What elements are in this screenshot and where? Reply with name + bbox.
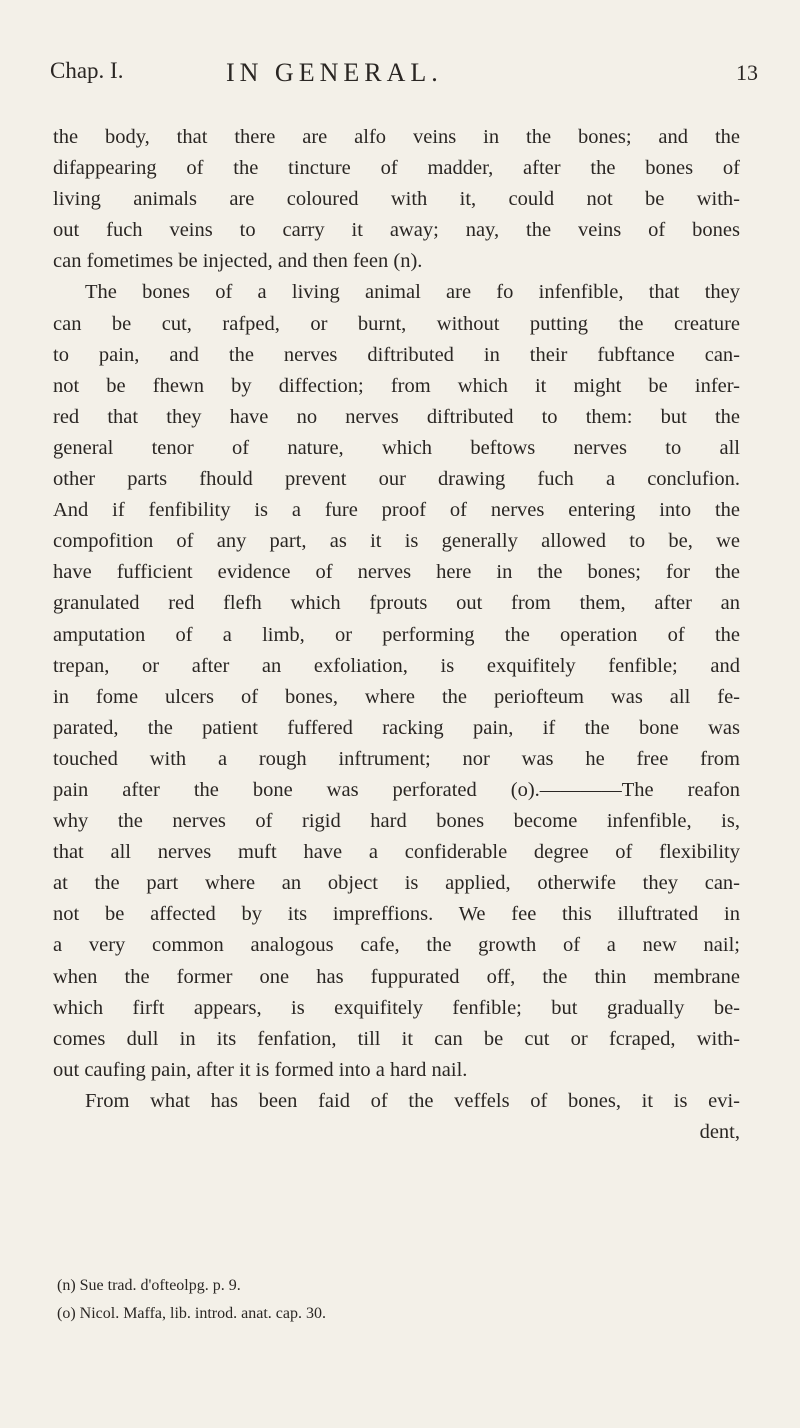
- text-line: in fome ulcers of bones, where the periofteum was all fe-: [53, 685, 740, 708]
- text-line: a very common analogous cafe, the growth of a new nail;: [53, 934, 740, 957]
- running-header: [50, 58, 758, 90]
- text-line: why the nerves of rigid hard bones become infenfible, is,: [53, 810, 740, 833]
- footnote: (n) Sue trad. d'ofteolpg. p. 9.: [57, 1277, 241, 1294]
- text-line: granulated red flefh which fprouts out from them, after an: [53, 592, 740, 615]
- text-line: difappearing of the tincture of madder, after the bones of: [53, 157, 740, 180]
- running-title: IN GENERAL.: [226, 58, 443, 87]
- body-text: [53, 122, 740, 1148]
- text-line: out caufing pain, after it is formed into a hard nail.: [53, 1058, 468, 1081]
- text-line: From what has been faid of the veffels of bones, it is evi-: [85, 1089, 740, 1112]
- text-line: at the part where an object is applied, otherwife they can-: [53, 872, 740, 895]
- catchword: dent,: [699, 1121, 740, 1143]
- text-line: parated, the patient fuffered racking pain, if the bone was: [53, 716, 740, 739]
- text-line: that all nerves muft have a confiderable degree of flexibility: [53, 841, 740, 864]
- text-line: to pain, and the nerves diftributed in their fubftance can-: [53, 343, 740, 366]
- text-line: comes dull in its fenfation, till it can be cut or fcraped, with-: [53, 1027, 740, 1050]
- text-line: trepan, or after an exfoliation, is exquifitely fenfible; and: [53, 654, 740, 677]
- text-line: The bones of a living animal are fo infenfible, that they: [85, 281, 740, 304]
- text-line: not be fhewn by diffection; from which it might be infer-: [53, 374, 740, 397]
- text-line: pain after the bone was perforated (o).————The reafon: [53, 778, 740, 801]
- text-line: can be cut, rafped, or burnt, without putting the creature: [53, 312, 740, 335]
- text-line: have fufficient evidence of nerves here in the bones; for the: [53, 561, 740, 584]
- text-line: amputation of a limb, or performing the operation of the: [53, 623, 740, 646]
- text-line: compofition of any part, as it is generally allowed to be, we: [53, 530, 740, 553]
- text-line: the body, that there are alfo veins in the bones; and the: [53, 126, 740, 148]
- text-line: out fuch veins to carry it away; nay, the veins of bones: [53, 219, 740, 242]
- text-line: living animals are coloured with it, could not be with-: [53, 188, 740, 211]
- page-number: 13: [736, 60, 758, 85]
- text-line: red that they have no nerves diftributed to them: but the: [53, 405, 740, 428]
- text-line: not be affected by its impreffions. We fee this illuftrated in: [53, 903, 740, 926]
- text-line: other parts fhould prevent our drawing fuch a conclufion.: [53, 468, 740, 491]
- footnote: (o) Nicol. Maffa, lib. introd. anat. cap. 30.: [57, 1305, 326, 1322]
- chapter-label: Chap. I.: [50, 58, 124, 83]
- text-line: And if fenfibility is a fure proof of nerves entering into the: [53, 499, 740, 522]
- text-line: when the former one has fuppurated off, the thin membrane: [53, 965, 740, 988]
- text-line: touched with a rough inftrument; nor was he free from: [53, 747, 740, 770]
- text-line: can fometimes be injected, and then feen (n).: [53, 250, 423, 273]
- footnotes: [57, 1272, 737, 1328]
- text-line: general tenor of nature, which beftows nerves to all: [53, 436, 740, 459]
- text-line: which firft appears, is exquifitely fenfible; but gradually be-: [53, 996, 740, 1019]
